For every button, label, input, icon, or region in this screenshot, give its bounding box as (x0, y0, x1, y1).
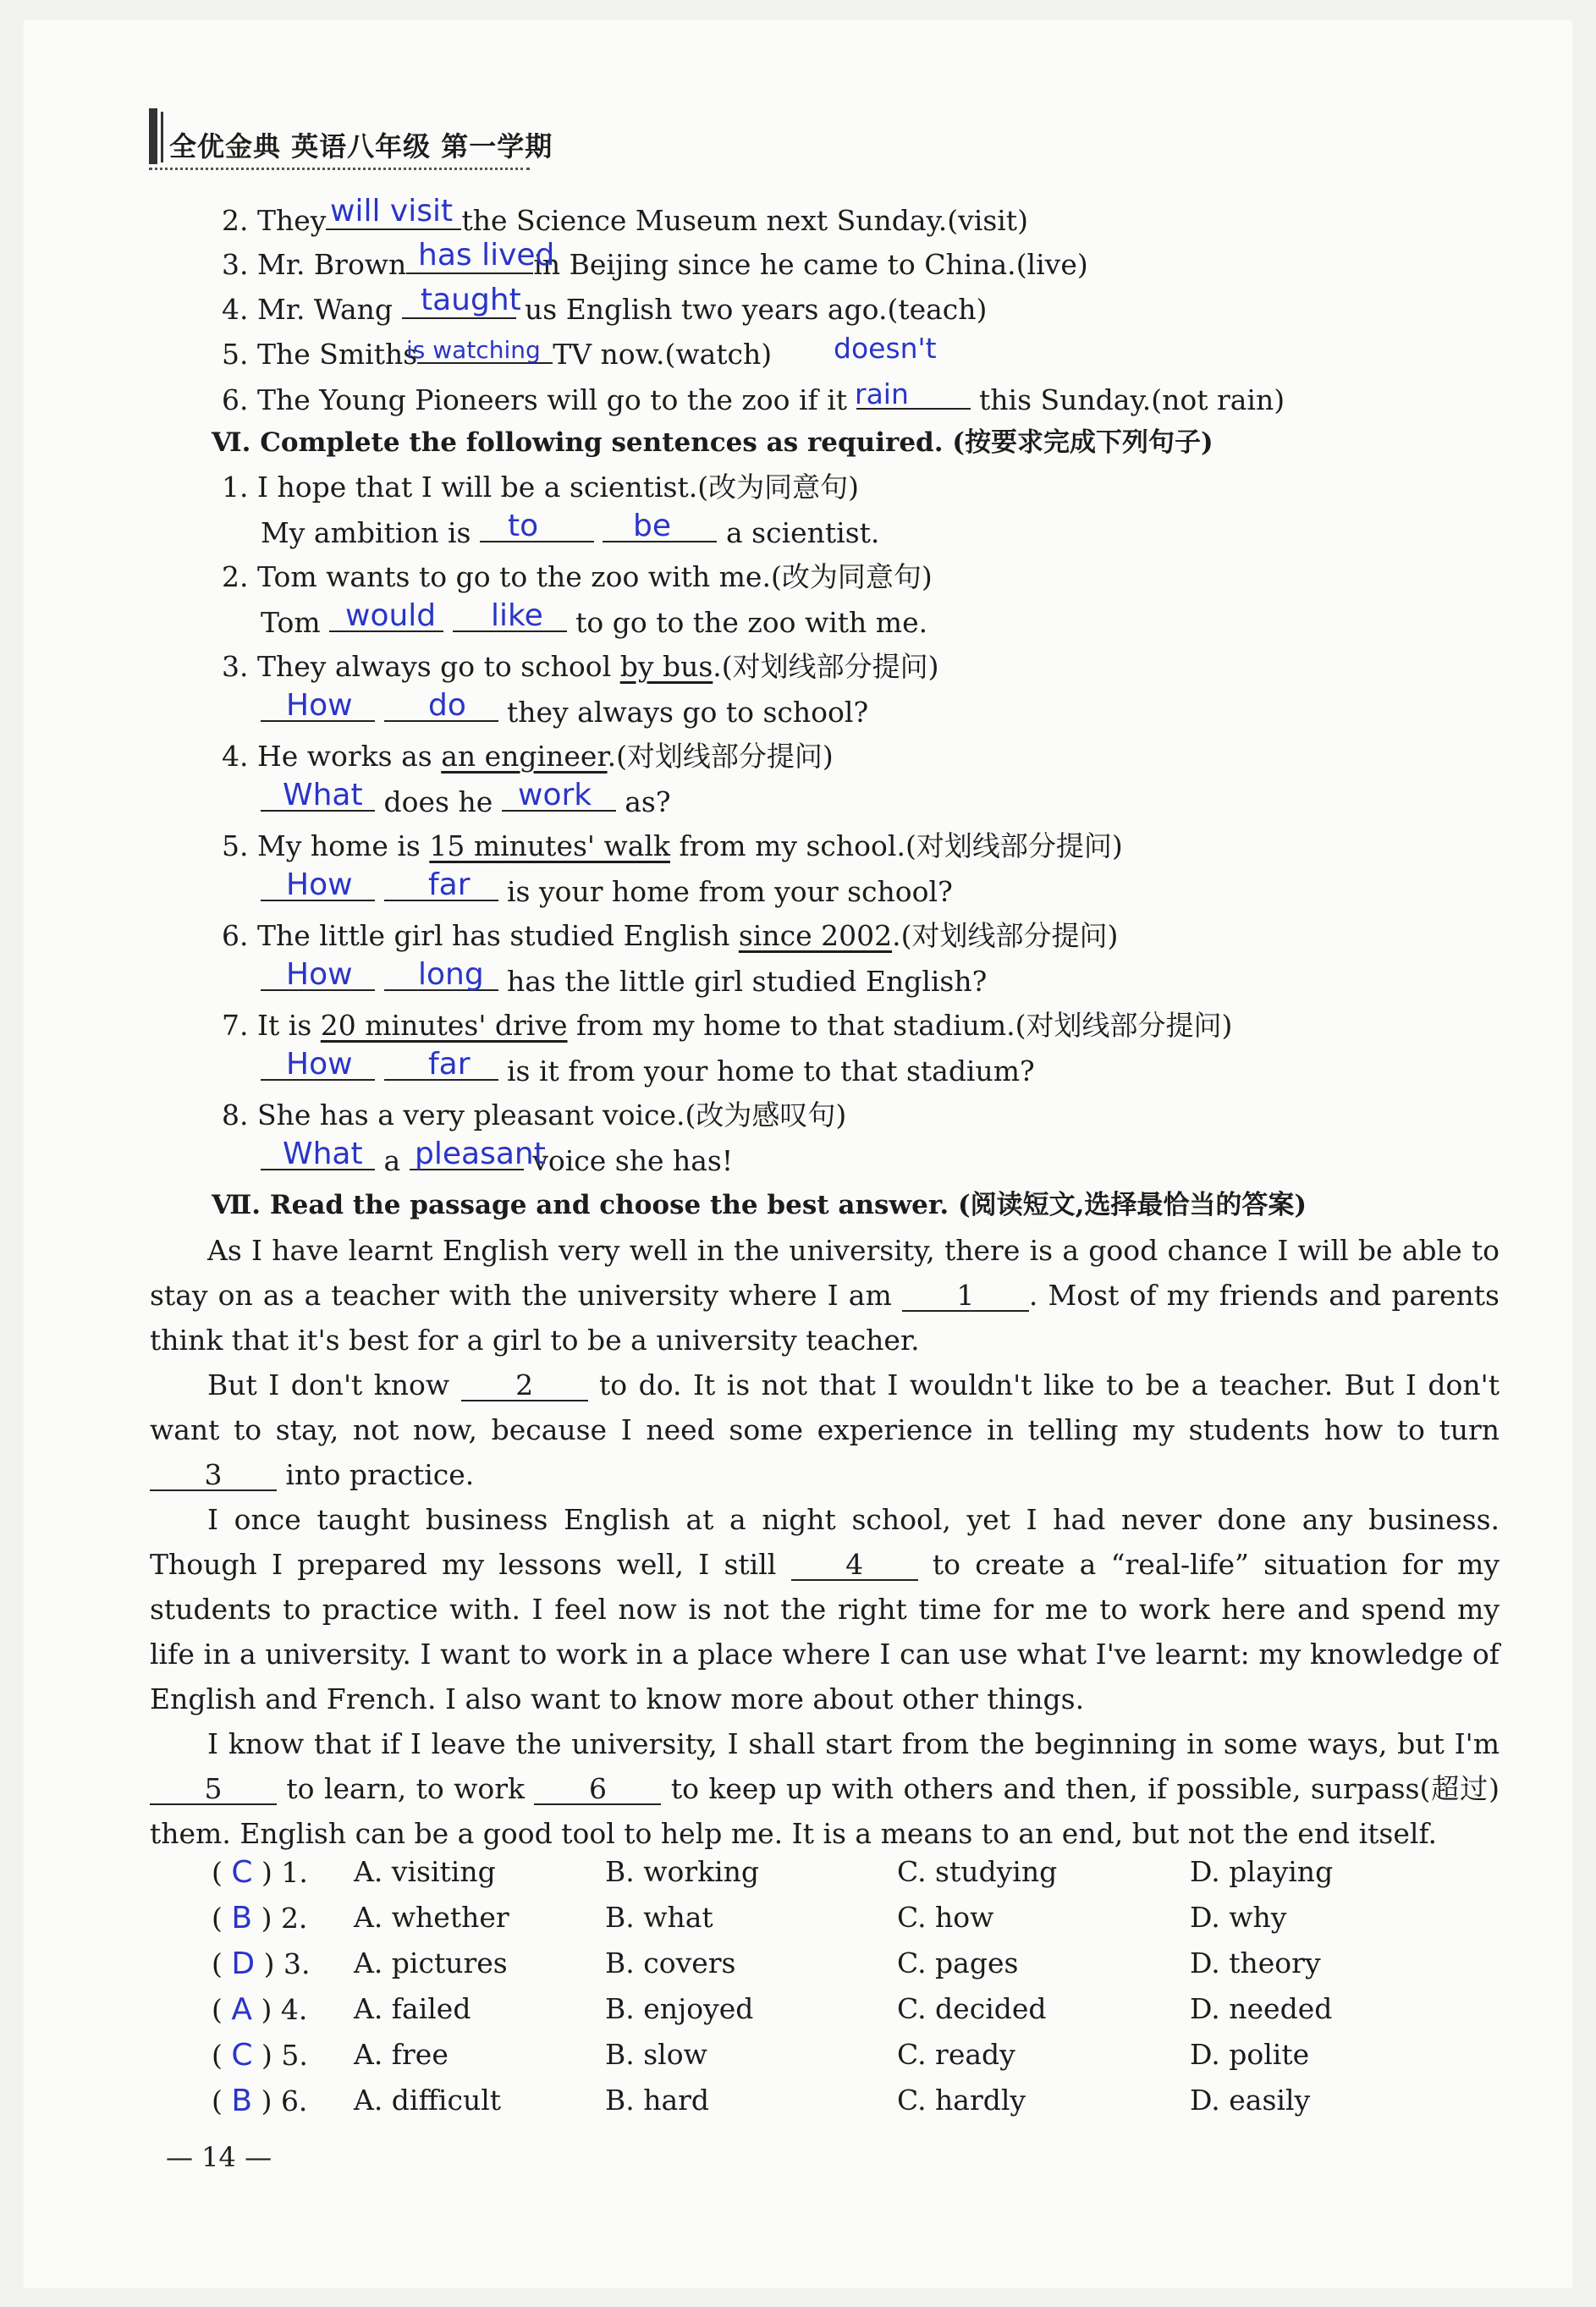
answer-text: has lived (418, 238, 555, 273)
answer-text: be (633, 509, 671, 543)
answer-text: long (418, 957, 484, 992)
answer-text: will visit (330, 194, 454, 228)
answer-text: to (508, 509, 539, 543)
section-heading-6: Ⅵ. Complete the following sentences as required. (按要求完成下列句子) (212, 427, 1214, 458)
answer-text: is watching (406, 336, 541, 364)
answer-text: would (345, 598, 437, 633)
answer-text: far (428, 867, 471, 902)
passage-paragraph-4: I know that if I leave the university, I shall start from the beginning in some ways, but I'm 5 to learn, to work 6 to keep up with others and then, if possible, surpass(超过) them. English can be a good tool to help me. It is a means to an end, but not the end itself. (150, 1727, 1500, 1850)
book-title: 全优金典 英语八年级 第一学期 (169, 130, 553, 162)
header-bar-thin (161, 112, 163, 162)
section-heading-7: Ⅶ. Read the passage and choose the best answer. (阅读短文,选择最恰当的答案) (212, 1190, 1307, 1220)
answer-text: like (491, 598, 543, 633)
answer-text: doesn't (834, 332, 937, 365)
answer-text: What (283, 778, 363, 812)
answer-text: work (518, 778, 592, 812)
answer-text: far (428, 1047, 471, 1082)
answer-text: do (428, 688, 466, 723)
answer-text: What (283, 1137, 363, 1171)
passage-paragraph-2: But I don't know 2 to do. It is not that I wouldn't like to be a teacher. But I don't want to stay, not now, because I need some experience in telling my students how to turn 3 into practice. (150, 1368, 1500, 1491)
answer-text: How (286, 1047, 353, 1082)
answer-text: rain (855, 377, 909, 410)
page-number: — 14 — (166, 2141, 272, 2173)
header-rule (149, 168, 530, 170)
passage-paragraph-1: As I have learnt English very well in the university, there is a good chance I will be able to stay on as a teacher with the university where I am 1 . Most of my friends and parents think that it's best for a girl to be a university teacher. (150, 1234, 1500, 1357)
answer-text: How (286, 957, 353, 992)
answer-text: taught (421, 283, 521, 317)
answer-text: pleasant (415, 1137, 546, 1171)
header-bar (149, 108, 157, 164)
answer-text: How (286, 688, 353, 723)
passage-paragraph-3: I once taught business English at a night school, yet I had never done any business. Though I prepared my lessons well, I still 4 to create a “real-life” situation for my students to practice with. I feel now is not the right time for me to work here and spend my life in a university. I want to work in a place where I can use what I've learnt: my knowledge of English and French. I also want to know more about other things. (150, 1503, 1500, 1715)
answer-text: How (286, 867, 353, 902)
